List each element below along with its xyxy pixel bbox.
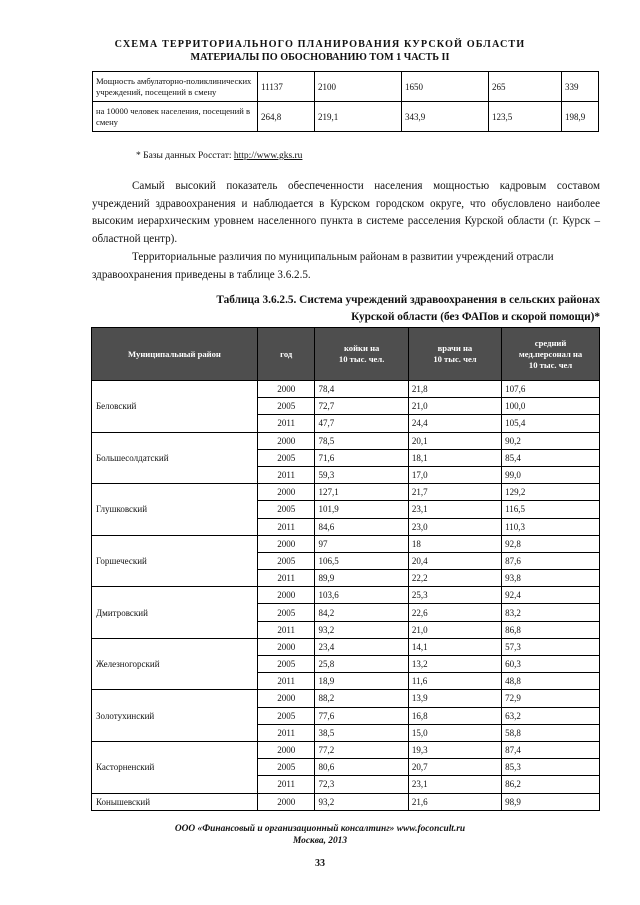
year-cell: 2011 xyxy=(257,776,315,793)
footer-city-year: Москва, 2013 xyxy=(292,836,348,846)
year-cell: 2005 xyxy=(257,398,315,415)
header-beds-line-1: койки на xyxy=(343,343,380,353)
table-cell: 2100 xyxy=(315,72,402,102)
district-cell: Дмитровский xyxy=(92,587,258,639)
paragraph-2 xyxy=(92,249,600,284)
header-year: год xyxy=(257,328,315,381)
caption-line-1: Таблица 3.6.2.5. Система учреждений здравоохранения в сельских районах xyxy=(216,294,600,306)
staff-cell: 90,2 xyxy=(502,432,600,449)
beds-cell: 59,3 xyxy=(315,466,408,483)
district-cell: Горшеческий xyxy=(92,535,258,587)
beds-cell: 93,2 xyxy=(315,621,408,638)
footer-company: ООО «Финансовый и организационный консалтинг» www.foconcult.ru xyxy=(174,824,466,834)
staff-cell: 72,9 xyxy=(502,690,600,707)
beds-cell: 23,4 xyxy=(315,638,408,655)
table-cell: 264,8 xyxy=(258,102,315,132)
caption-line-2: Курской области (без ФАПов и скорой помощи)* xyxy=(351,311,600,323)
doctors-cell: 20,4 xyxy=(408,552,501,569)
source-footnote xyxy=(136,151,302,161)
doctors-cell: 23,1 xyxy=(408,776,501,793)
table-row xyxy=(92,381,600,398)
doctors-cell: 17,0 xyxy=(408,466,501,483)
doctors-cell: 23,1 xyxy=(408,501,501,518)
year-cell: 2000 xyxy=(257,381,315,398)
table-row xyxy=(92,638,600,655)
header-staff xyxy=(502,328,600,381)
year-cell: 2011 xyxy=(257,673,315,690)
year-cell: 2005 xyxy=(257,656,315,673)
footnote-text: * Базы данных Росстат: xyxy=(136,151,234,161)
doctors-cell: 18 xyxy=(408,535,501,552)
table-row xyxy=(92,432,600,449)
beds-cell: 78,5 xyxy=(315,432,408,449)
beds-cell: 71,6 xyxy=(315,449,408,466)
district-cell: Большесолдатский xyxy=(92,432,258,484)
header-district: Муниципальный район xyxy=(92,328,258,381)
header-staff-line-2: мед.персонал на xyxy=(518,348,583,359)
table-cell: 11137 xyxy=(258,72,315,102)
table-row xyxy=(93,72,599,102)
table-row xyxy=(92,741,600,758)
table-cell: 219,1 xyxy=(315,102,402,132)
beds-cell: 72,3 xyxy=(315,776,408,793)
year-cell: 2000 xyxy=(257,793,315,810)
beds-cell: 97 xyxy=(315,535,408,552)
header-doctors-line-2: 10 тыс. чел xyxy=(433,354,477,364)
table-row xyxy=(92,690,600,707)
beds-cell: 88,2 xyxy=(315,690,408,707)
doctors-cell: 18,1 xyxy=(408,449,501,466)
staff-cell: 116,5 xyxy=(502,501,600,518)
year-cell: 2005 xyxy=(257,552,315,569)
doctors-cell: 24,4 xyxy=(408,415,501,432)
beds-cell: 77,2 xyxy=(315,741,408,758)
header-subtitle: МАТЕРИАЛЫ ПО ОБОСНОВАНИЮ ТОМ 1 ЧАСТЬ II xyxy=(190,52,450,63)
staff-cell: 48,8 xyxy=(502,673,600,690)
staff-cell: 87,4 xyxy=(502,741,600,758)
doctors-cell: 21,7 xyxy=(408,484,501,501)
staff-cell: 100,0 xyxy=(502,398,600,415)
beds-cell: 72,7 xyxy=(315,398,408,415)
doctors-cell: 13,2 xyxy=(408,656,501,673)
beds-cell: 84,6 xyxy=(315,518,408,535)
district-cell: Глушковский xyxy=(92,484,258,536)
paragraph-2-part1: Территориальные различия по муниципальным районам в развитии учреждений отрасли xyxy=(132,251,554,263)
beds-cell: 80,6 xyxy=(315,759,408,776)
table-cell: 123,5 xyxy=(489,102,562,132)
row-label: Мощность амбулаторно-поликлинических учреждений, посещений в смену xyxy=(93,72,258,102)
table-cell: 339 xyxy=(562,72,599,102)
doctors-cell: 21,0 xyxy=(408,621,501,638)
year-cell: 2011 xyxy=(257,415,315,432)
year-cell: 2000 xyxy=(257,587,315,604)
header-beds xyxy=(315,328,408,381)
year-cell: 2011 xyxy=(257,621,315,638)
beds-cell: 89,9 xyxy=(315,570,408,587)
year-cell: 2011 xyxy=(257,570,315,587)
table-row xyxy=(93,102,599,132)
beds-cell: 101,9 xyxy=(315,501,408,518)
table-cell: 343,9 xyxy=(402,102,489,132)
doctors-cell: 21,8 xyxy=(408,381,501,398)
staff-cell: 92,8 xyxy=(502,535,600,552)
year-cell: 2000 xyxy=(257,741,315,758)
top-continuation-table xyxy=(92,71,599,132)
district-cell: Беловский xyxy=(92,381,258,433)
beds-cell: 77,6 xyxy=(315,707,408,724)
table-cell: 198,9 xyxy=(562,102,599,132)
header-staff-line-1: средний xyxy=(534,337,567,348)
table-row xyxy=(92,587,600,604)
paragraph-2-part2: здравоохранения приведены в таблице 3.6.2.5. xyxy=(92,268,311,281)
staff-cell: 129,2 xyxy=(502,484,600,501)
staff-cell: 57,3 xyxy=(502,638,600,655)
year-cell: 2005 xyxy=(257,759,315,776)
year-cell: 2011 xyxy=(257,518,315,535)
beds-cell: 78,4 xyxy=(315,381,408,398)
district-cell: Конышевский xyxy=(92,793,258,810)
doctors-cell: 11,6 xyxy=(408,673,501,690)
staff-cell: 85,3 xyxy=(502,759,600,776)
district-cell: Золотухинский xyxy=(92,690,258,742)
staff-cell: 63,2 xyxy=(502,707,600,724)
doctors-cell: 25,3 xyxy=(408,587,501,604)
district-cell: Железногорский xyxy=(92,638,258,690)
doctors-cell: 20,1 xyxy=(408,432,501,449)
page-number: 33 xyxy=(315,858,325,869)
staff-cell: 93,8 xyxy=(502,570,600,587)
table-row xyxy=(92,484,600,501)
doctors-cell: 20,7 xyxy=(408,759,501,776)
beds-cell: 103,6 xyxy=(315,587,408,604)
staff-cell: 98,9 xyxy=(502,793,600,810)
year-cell: 2000 xyxy=(257,535,315,552)
staff-cell: 87,6 xyxy=(502,552,600,569)
doctors-cell: 21,6 xyxy=(408,793,501,810)
staff-cell: 86,2 xyxy=(502,776,600,793)
header-title: СХЕМА ТЕРРИТОРИАЛЬНОГО ПЛАНИРОВАНИЯ КУРСКОЙ ОБЛАСТИ xyxy=(114,39,526,50)
table-row xyxy=(92,793,600,810)
staff-cell: 105,4 xyxy=(502,415,600,432)
year-cell: 2000 xyxy=(257,484,315,501)
staff-cell: 58,8 xyxy=(502,724,600,741)
staff-cell: 85,4 xyxy=(502,449,600,466)
page-header xyxy=(0,38,640,64)
beds-cell: 106,5 xyxy=(315,552,408,569)
doctors-cell: 23,0 xyxy=(408,518,501,535)
header-doctors xyxy=(408,328,501,381)
year-cell: 2000 xyxy=(257,432,315,449)
beds-cell: 25,8 xyxy=(315,656,408,673)
year-cell: 2000 xyxy=(257,638,315,655)
beds-cell: 84,2 xyxy=(315,604,408,621)
doctors-cell: 13,9 xyxy=(408,690,501,707)
beds-cell: 127,1 xyxy=(315,484,408,501)
paragraph-1: Самый высокий показатель обеспеченности населения мощностью кадровым составом учреждений здравоохранения и наблюдается в Курском городском округе, что обусловлено наиболее высоким иерархическим уровнем населенного пункта в системе расселения Курской области (г. Курск – областной центр). xyxy=(92,180,600,245)
page-footer xyxy=(0,823,640,847)
table-body xyxy=(92,381,600,811)
year-cell: 2005 xyxy=(257,449,315,466)
staff-cell: 83,2 xyxy=(502,604,600,621)
beds-cell: 47,7 xyxy=(315,415,408,432)
year-cell: 2011 xyxy=(257,724,315,741)
table-row xyxy=(92,535,600,552)
doctors-cell: 22,2 xyxy=(408,570,501,587)
table-header-row xyxy=(92,328,600,381)
doctors-cell: 21,0 xyxy=(408,398,501,415)
healthcare-table xyxy=(91,327,600,811)
staff-cell: 86,8 xyxy=(502,621,600,638)
doctors-cell: 19,3 xyxy=(408,741,501,758)
year-cell: 2000 xyxy=(257,690,315,707)
row-label: на 10000 человек населения, посещений в смену xyxy=(93,102,258,132)
doctors-cell: 14,1 xyxy=(408,638,501,655)
beds-cell: 18,9 xyxy=(315,673,408,690)
year-cell: 2005 xyxy=(257,604,315,621)
doctors-cell: 16,8 xyxy=(408,707,501,724)
staff-cell: 60,3 xyxy=(502,656,600,673)
doctors-cell: 15,0 xyxy=(408,724,501,741)
doctors-cell: 22,6 xyxy=(408,604,501,621)
staff-cell: 92,4 xyxy=(502,587,600,604)
staff-cell: 110,3 xyxy=(502,518,600,535)
header-staff-line-3: 10 тыс. чел xyxy=(528,359,573,370)
header-beds-line-2: 10 тыс. чел. xyxy=(338,354,385,364)
table-cell: 1650 xyxy=(402,72,489,102)
year-cell: 2005 xyxy=(257,501,315,518)
staff-cell: 107,6 xyxy=(502,381,600,398)
district-cell: Касторненский xyxy=(92,741,258,793)
table-caption xyxy=(200,292,600,326)
footnote-link[interactable]: http://www.gks.ru xyxy=(233,151,303,161)
table-cell: 265 xyxy=(489,72,562,102)
year-cell: 2005 xyxy=(257,707,315,724)
staff-cell: 99,0 xyxy=(502,466,600,483)
year-cell: 2011 xyxy=(257,466,315,483)
beds-cell: 38,5 xyxy=(315,724,408,741)
header-doctors-line-1: врачи на xyxy=(437,343,473,353)
beds-cell: 93,2 xyxy=(315,793,408,810)
